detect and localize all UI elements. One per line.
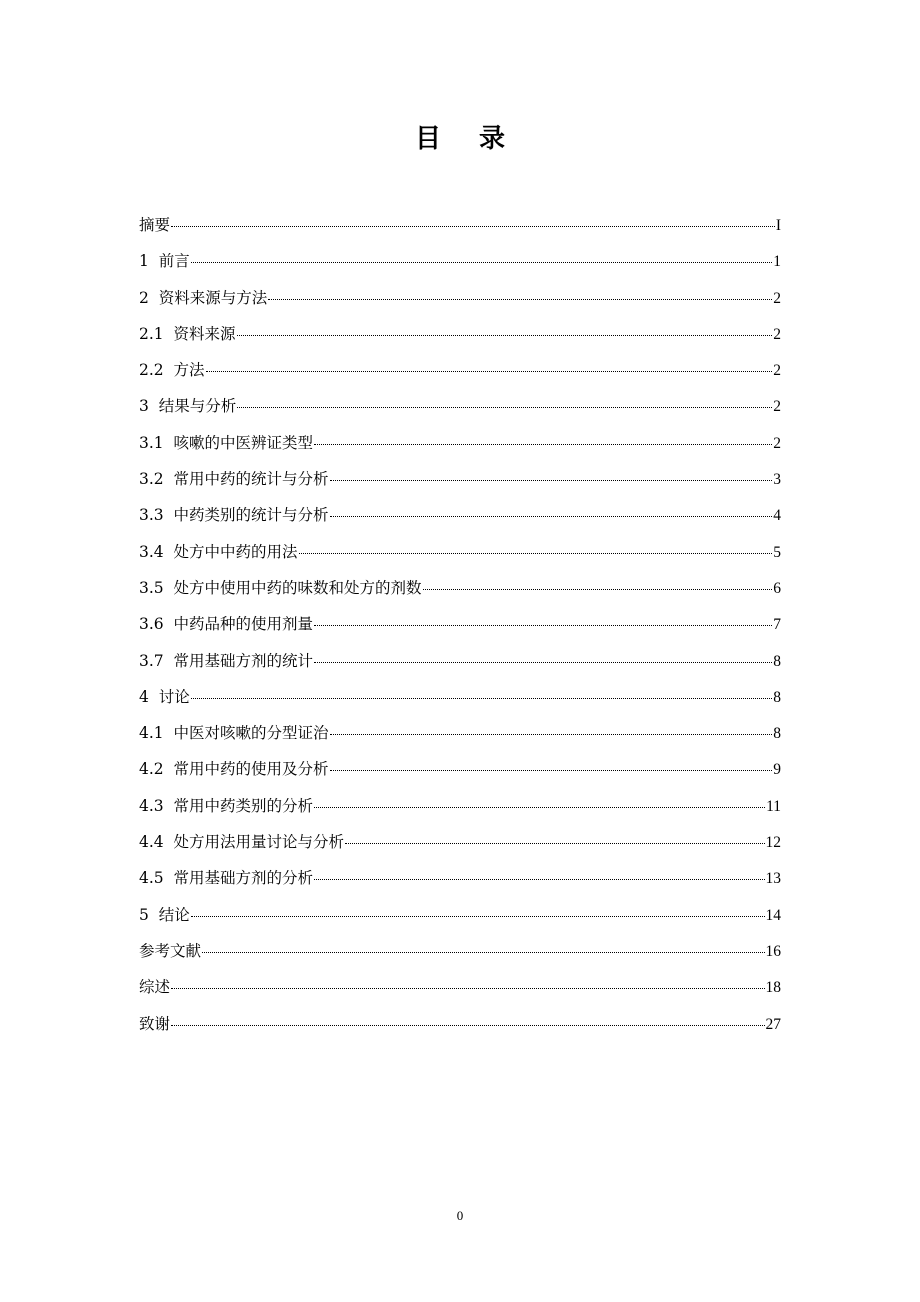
toc-entry[interactable]: [139, 322, 781, 358]
toc-entry-label: 2.1 资料来源: [139, 324, 236, 343]
toc-entry-label: 3.4 处方中中药的用法: [139, 542, 298, 561]
toc-entry-label: 3.3 中药类别的统计与分析: [139, 506, 329, 525]
toc-entry-label: 4 讨论: [139, 687, 190, 706]
toc-dot-leader: [314, 807, 765, 808]
toc-entry-page: 2: [773, 362, 781, 380]
toc-dot-leader: [423, 589, 773, 590]
toc-entry[interactable]: [139, 1012, 781, 1048]
toc-dot-leader: [171, 226, 775, 227]
toc-entry[interactable]: [139, 286, 781, 322]
toc-entry[interactable]: [139, 540, 781, 576]
toc-entry-page: 2: [773, 398, 781, 416]
toc-entry-page: 12: [765, 834, 781, 852]
toc-dot-leader: [237, 407, 772, 408]
toc-entry[interactable]: [139, 830, 781, 866]
toc-entry-page: 6: [773, 579, 781, 597]
toc-entry[interactable]: [139, 866, 781, 902]
toc-entry[interactable]: [139, 903, 781, 939]
toc-entry-label: 4.1 中医对咳嗽的分型证治: [139, 724, 329, 743]
toc-entry[interactable]: [139, 213, 781, 249]
toc-dot-leader: [171, 988, 764, 989]
page-number: 0: [456, 1208, 464, 1223]
table-of-contents: [139, 213, 781, 1048]
toc-entry-page: 5: [773, 543, 781, 561]
toc-entry-label: 3.5 处方中使用中药的味数和处方的剂数: [139, 578, 422, 597]
toc-entry-page: 18: [765, 979, 781, 997]
toc-entry-label: 4.2 常用中药的使用及分析: [139, 760, 329, 779]
toc-dot-leader: [314, 662, 772, 663]
toc-dot-leader: [330, 480, 773, 481]
toc-dot-leader: [191, 698, 773, 699]
toc-entry-page: 13: [765, 870, 781, 888]
toc-entry-page: 8: [773, 652, 781, 670]
toc-entry[interactable]: [139, 358, 781, 394]
toc-entry-page: 27: [765, 1015, 781, 1033]
toc-entry-label: 1 前言: [139, 252, 190, 271]
toc-entry-page: 9: [773, 761, 781, 779]
toc-entry-page: 2: [773, 434, 781, 452]
toc-entry-label: 3.1 咳嗽的中医辨证类型: [139, 433, 314, 452]
toc-dot-leader: [171, 1025, 764, 1026]
toc-entry-label: 3.7 常用基础方剂的统计: [139, 651, 314, 670]
toc-dot-leader: [268, 299, 772, 300]
toc-entry[interactable]: [139, 394, 781, 430]
toc-entry-label: 综述: [139, 978, 171, 997]
toc-entry-page: 14: [765, 906, 781, 924]
toc-entry[interactable]: [139, 649, 781, 685]
toc-entry-label: 3.2 常用中药的统计与分析: [139, 470, 329, 489]
toc-entry-label: 4.5 常用基础方剂的分析: [139, 869, 314, 888]
toc-entry-page: 16: [765, 942, 781, 960]
toc-entry-label: 5 结论: [139, 905, 190, 924]
toc-entry-page: 7: [773, 616, 781, 634]
toc-entry-label: 摘要: [139, 216, 171, 234]
toc-entry-page: 8: [773, 725, 781, 743]
toc-dot-leader: [314, 879, 764, 880]
toc-entry[interactable]: [139, 576, 781, 612]
toc-dot-leader: [330, 516, 773, 517]
toc-dot-leader: [206, 371, 773, 372]
toc-entry-page: 1: [773, 253, 781, 271]
toc-entry[interactable]: [139, 794, 781, 830]
toc-entry-page: 8: [773, 688, 781, 706]
toc-dot-leader: [345, 843, 764, 844]
toc-entry-page: 4: [773, 507, 781, 525]
toc-entry-page: 11: [766, 797, 781, 815]
toc-entry-label: 致谢: [139, 1014, 171, 1033]
toc-entry[interactable]: [139, 939, 781, 975]
toc-entry[interactable]: [139, 612, 781, 648]
toc-dot-leader: [191, 262, 773, 263]
toc-entry[interactable]: [139, 721, 781, 757]
toc-entry-page: 2: [773, 325, 781, 343]
toc-dot-leader: [330, 770, 773, 771]
toc-entry-label: 参考文献: [139, 941, 202, 960]
toc-entry-label: 4.3 常用中药类别的分析: [139, 796, 314, 815]
toc-entry[interactable]: [139, 685, 781, 721]
toc-dot-leader: [314, 444, 772, 445]
toc-dot-leader: [237, 335, 773, 336]
toc-entry-label: 2 资料来源与方法: [139, 288, 268, 307]
toc-entry-label: 3 结果与分析: [139, 397, 237, 416]
toc-entry[interactable]: [139, 975, 781, 1011]
toc-entry[interactable]: [139, 431, 781, 467]
toc-dot-leader: [202, 952, 764, 953]
toc-entry-page: I: [775, 217, 781, 234]
toc-dot-leader: [330, 734, 773, 735]
toc-entry-label: 3.6 中药品种的使用剂量: [139, 615, 314, 634]
toc-entry-page: 2: [773, 289, 781, 307]
page-title: 目录: [414, 124, 543, 154]
toc-entry-label: 2.2 方法: [139, 361, 205, 380]
toc-dot-leader: [191, 916, 765, 917]
toc-dot-leader: [299, 553, 773, 554]
toc-entry[interactable]: [139, 249, 781, 285]
toc-entry-page: 3: [773, 471, 781, 489]
toc-entry[interactable]: [139, 503, 781, 539]
toc-entry[interactable]: [139, 757, 781, 793]
toc-entry-label: 4.4 处方用法用量讨论与分析: [139, 833, 345, 852]
toc-dot-leader: [314, 625, 772, 626]
toc-entry[interactable]: [139, 467, 781, 503]
